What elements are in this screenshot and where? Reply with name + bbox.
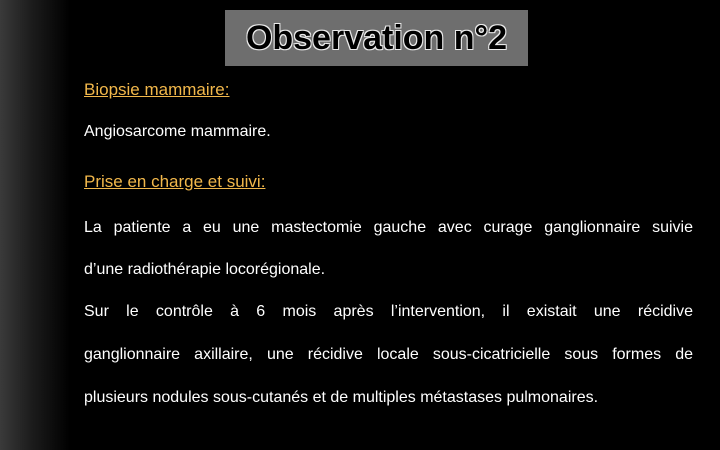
slide-title: Observation n°2	[245, 18, 508, 57]
left-edge-gradient	[0, 0, 70, 450]
title-box	[225, 10, 528, 66]
followup-para2-line1: Sur le contrôle à 6 mois après l’intervention, il existait une récidive	[84, 303, 693, 320]
management-para1-line1: La patiente a eu une mastectomie gauche avec curage ganglionnaire suivie	[84, 219, 693, 236]
management-para1-line2: d’une radiothérapie locorégionale.	[84, 261, 326, 278]
followup-para2-line3: plusieurs nodules sous-cutanés et de multiples métastases pulmonaires.	[84, 389, 599, 406]
biopsy-result-text: Angiosarcome mammaire.	[84, 123, 271, 140]
followup-para2-line2: ganglionnaire axillaire, une récidive locale sous-cicatricielle sous formes de	[84, 346, 693, 363]
section-heading-management: Prise en charge et suivi:	[84, 172, 266, 191]
section-heading-biopsy: Biopsie mammaire:	[84, 80, 230, 99]
